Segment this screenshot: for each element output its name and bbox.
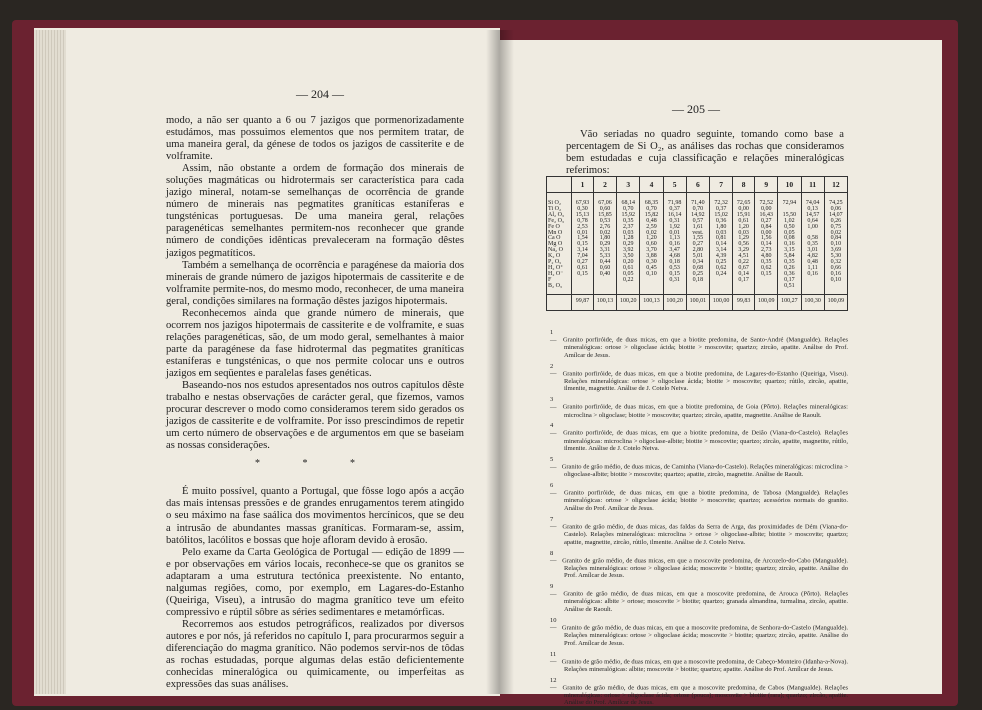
- table-cell: 0,35: [778, 260, 801, 266]
- note-number: 1 —: [550, 329, 557, 344]
- table-cell: [801, 284, 824, 294]
- table-cell: 16,14: [663, 213, 686, 219]
- table-cell: 0,68: [686, 266, 709, 272]
- table-cell: 1,02: [778, 219, 801, 225]
- left-page-number: — 204 —: [296, 87, 344, 101]
- table-cell: 1,11: [801, 266, 824, 272]
- table-cell: 0,25: [686, 272, 709, 278]
- note-number: 10 —: [550, 616, 557, 632]
- paragraph: Reconhecemos ainda que grande número de minerais, que ocorrem nos jazigos hipotermais de cassiterite e de volframite, e suas relações paragenéticas, são, de um modo geral, semelhantes à maior parte da paragénese da fase hidrotermal das pegmatites graníticas estaníferas e tungsténicas, o que nos permite colocar uns e outros jazigos em seqüentes e paralelas fases genéticas.: [166, 307, 464, 379]
- column-header: 9: [755, 177, 778, 193]
- total-cell: 100,27: [778, 294, 801, 310]
- row-label: K₂ O: [547, 254, 572, 260]
- table-cell: 0,35: [617, 219, 640, 225]
- table-cell: 0,20: [617, 260, 640, 266]
- table-cell: 3,15: [778, 248, 801, 254]
- table-cell: 0,03: [709, 231, 732, 237]
- table-cell: 0,16: [801, 272, 824, 278]
- table-cell: [733, 284, 755, 294]
- table-cell: 0,00: [755, 207, 778, 213]
- table-cell: 0,37: [709, 207, 732, 213]
- row-label: P₂ O₅: [547, 260, 572, 266]
- table-cell: 0,62: [755, 266, 778, 272]
- table-cell: 0,34: [686, 260, 709, 266]
- table-cell: 0,51: [778, 284, 801, 294]
- table-cell: 0,30: [640, 260, 663, 266]
- table-cell: 3,70: [640, 248, 663, 254]
- paragraph: Assim, não obstante a ordem de formação dos minerais de soluções magmáticas ou hidrotermais ser característica para cada jazigo mineral, notam-se semelhanças de ocorrência de grande número de minerais nas pegmatites graníticas estaníferas e tungsténicas portuguesas. De uma maneira geral, relações paragenéticas semelhantes permitem-nos reconhecer que grande número de condições idênticas prevaleceram na formação dêstes jazigos pegmatíticos.: [166, 163, 464, 259]
- table-cell: 0,57: [686, 219, 709, 225]
- total-cell: 100,20: [617, 294, 640, 310]
- table-cell: 5,30: [824, 254, 847, 260]
- table-cell: 1,80: [593, 236, 616, 242]
- table-cell: 15,91: [733, 213, 755, 219]
- table-cell: [617, 284, 640, 294]
- rock-note: [550, 422, 848, 452]
- rock-note: [550, 550, 848, 580]
- table-cell: 2,53: [572, 225, 594, 231]
- table-cell: [572, 284, 594, 294]
- table-body: [547, 193, 848, 311]
- column-header: 8: [733, 177, 755, 193]
- note-number: 4 —: [550, 422, 557, 438]
- note-number: 12 —: [550, 676, 557, 692]
- table-cell: [824, 284, 847, 294]
- table-cell: 2,59: [640, 225, 663, 231]
- table-cell: 0,10: [824, 242, 847, 248]
- row-label: Fe O: [547, 225, 572, 231]
- table-cell: 14,07: [824, 213, 847, 219]
- table-cell: 0,14: [755, 242, 778, 248]
- table-cell: 3,31: [593, 248, 616, 254]
- table-cell: 15,13: [572, 213, 594, 219]
- table-cell: 4,82: [801, 254, 824, 260]
- table-cell: 72,52: [755, 193, 778, 207]
- table-cell: 0,10: [824, 278, 847, 284]
- table-cell: 0,17: [778, 278, 801, 284]
- table-cell: 0,05: [778, 231, 801, 237]
- table-cell: 0,06: [824, 207, 847, 213]
- column-header: 6: [686, 177, 709, 193]
- note-text: Granito de grão médio, de duas micas, em que a moscovite predomina, de Cabos (Mangualde). Relações mineralógicas: ortose > oligoclase ácida; ortose (pouca); moscovite > biotite (rara); quartzo; zircão, apatite. Análise do Prof. Amílcar de Jesus.: [562, 684, 849, 707]
- table-cell: 0,67: [733, 266, 755, 272]
- table-cell: 72,94: [778, 193, 801, 207]
- table-cell: 0,26: [824, 219, 847, 225]
- table-cell: 0,61: [572, 266, 594, 272]
- table-row: [547, 284, 848, 294]
- table-cell: 5,84: [778, 254, 801, 260]
- table-cell: 1,54: [572, 236, 594, 242]
- table-cell: 4,68: [663, 254, 686, 260]
- table-cell: 0,32: [824, 260, 847, 266]
- table-cell: 1,20: [640, 236, 663, 242]
- rock-note: [550, 651, 848, 674]
- table-intro: [566, 129, 844, 177]
- table-cell: 0,48: [640, 219, 663, 225]
- column-header: 7: [709, 177, 732, 193]
- table-cell: 68,14: [617, 193, 640, 207]
- table-cell: 15,02: [709, 213, 732, 219]
- table-cell: 0,03: [733, 231, 755, 237]
- page-edges: [34, 30, 66, 694]
- paragraph: É muito possível, quanto a Portugal, que fôsse logo após a acção das mais intensas pressões e de grandes enrugamentos terem atingido o seu máximo na fase saálica dos movimentos hercínicos, que se deu a intrusão de abundantes massas graníticas. Formaram-se, assim, batólitos, lacólitos e bossas que hoje afloram devido à erosão.: [166, 486, 464, 546]
- table-cell: 0,62: [709, 266, 732, 272]
- table-cell: 15,85: [593, 213, 616, 219]
- table-cell: 3,29: [733, 248, 755, 254]
- table-cell: 0,13: [801, 207, 824, 213]
- table-cell: 15,50: [778, 213, 801, 219]
- row-label: Na₂ O: [547, 248, 572, 254]
- table-cell: 0,70: [640, 207, 663, 213]
- total-cell: 100,30: [801, 294, 824, 310]
- note-number: 9 —: [550, 583, 557, 598]
- note-number: 3 —: [550, 396, 557, 411]
- table-cell: 0,14: [733, 272, 755, 278]
- column-header: 11: [801, 177, 824, 193]
- table-cell: 15,92: [617, 213, 640, 219]
- rock-note: [550, 677, 848, 707]
- column-header: 2: [593, 177, 616, 193]
- table-cell: 0,18: [686, 278, 709, 284]
- paragraph: Também a semelhança de ocorrência e paragénese da maioria dos minerais de grande número de jazigos hipotermais de cassiterite e de volframite permite-nos, do mesmo modo, reconhecer, de uma maneira geral, condições similares na formação dêstes jazigos hipotermais.: [166, 259, 464, 307]
- table-cell: 71,98: [663, 193, 686, 207]
- table-cell: 0,36: [778, 272, 801, 278]
- table-cell: 0,75: [824, 225, 847, 231]
- table-cell: 0,24: [709, 272, 732, 278]
- table-cell: [593, 284, 616, 294]
- table-cell: 0,15: [663, 272, 686, 278]
- note-text: Granito de grão médio, de duas micas, em que a moscovite predomina, de Cabeço-Monteiro (Idanha-a-Nova). Relações mineralógicas: albite; moscovite > biotite; quartzo; apatite. Análise do Prof. Amílcar de Jesus.: [561, 658, 849, 673]
- table-cell: 0,18: [663, 260, 686, 266]
- table-cell: 0,58: [801, 236, 824, 242]
- table-cell: 0,31: [663, 219, 686, 225]
- table-cell: 0,29: [617, 242, 640, 248]
- table-cell: 1,56: [755, 236, 778, 242]
- table-cell: 0,60: [593, 207, 616, 213]
- table-cell: 4,80: [755, 254, 778, 260]
- total-cell: [547, 294, 572, 310]
- total-cell: 100,09: [755, 294, 778, 310]
- table-cell: 5,33: [593, 254, 616, 260]
- table-cell: 4,39: [709, 254, 732, 260]
- table-cell: 0,31: [663, 278, 686, 284]
- table-cell: 0,36: [709, 219, 732, 225]
- note-text: Granito de grão médio, de duas micas, em que a moscovite predomina, de Senhora-do-Castelo (Mangualde). Relações mineralógicas: ortose > oligoclase ácida; moscovite > biotite; quartzo; zircão, apatite. Análise do Prof. Amílcar de Jesus.: [561, 624, 849, 647]
- note-text: Granito porfiróide, de duas micas, em que a biotite predomina, de Lagares-do-Estanho (Queiriga, Viseu). Relações mineralógicas: ortose > oligoclase ácida; biotite > moscovite; quartzo; rútilo, zircão, apatite, ilmenite, magnetite. Análise de J. Cotelo Neiva.: [562, 370, 849, 393]
- total-cell: 100,09: [824, 294, 847, 310]
- table-cell: 0,22: [733, 260, 755, 266]
- table-cell: 0,03: [617, 231, 640, 237]
- row-label: F: [547, 278, 572, 284]
- table-cell: 0,60: [640, 242, 663, 248]
- table-cell: 74,25: [824, 193, 847, 207]
- table-cell: 0,81: [709, 236, 732, 242]
- row-label: Ca O: [547, 236, 572, 242]
- rock-note: [550, 363, 848, 393]
- table-cell: 0,70: [617, 207, 640, 213]
- rock-note: [550, 617, 848, 647]
- total-cell: 100,00: [709, 294, 732, 310]
- row-label: Fe₂ O₃: [547, 219, 572, 225]
- row-label: Si O₂: [547, 193, 572, 207]
- right-page-number: — 205 —: [672, 102, 720, 116]
- table-cell: 0,61: [617, 266, 640, 272]
- table-cell: 3,01: [801, 248, 824, 254]
- table-cell: 3,47: [663, 248, 686, 254]
- table-cell: 16,43: [755, 213, 778, 219]
- table-cell: 3,14: [572, 248, 594, 254]
- left-page-text: [166, 115, 464, 691]
- column-header: 10: [778, 177, 801, 193]
- table-cell: 0,37: [663, 207, 686, 213]
- table-cell: 0,84: [824, 236, 847, 242]
- table-cell: 0,05: [617, 272, 640, 278]
- table-cell: 0,26: [778, 266, 801, 272]
- table-cell: 0,10: [640, 272, 663, 278]
- table-cell: 0,35: [755, 260, 778, 266]
- note-text: Granito porfiróide, de duas micas, em que a biotite predomina, de Santo-André (Mangualde). Relações mineralógicas: ortose > oligoclase ácida; biotite > moscovite; quartzo; zircão, apatite. Análise do Prof. Amílcar de Jesus.: [562, 336, 848, 359]
- table-cell: 2,80: [686, 248, 709, 254]
- rock-note: [550, 583, 848, 613]
- note-text: Granito porfiróide, de duas micas, em que a biotite predomina, de Tabosa (Mangualde). Relações mineralógicas: ortose > oligoclase ácida; biotite > moscovite; quartzo; acessórios normais do granito. Análise do Prof. Amílcar de Jesus.: [564, 489, 849, 512]
- table-cell: 0,53: [663, 266, 686, 272]
- table-cell: 0,16: [824, 272, 847, 278]
- table-cell: 0,50: [778, 225, 801, 231]
- table-cell: 0,27: [686, 242, 709, 248]
- table-cell: 3,14: [709, 248, 732, 254]
- table-cell: 3,50: [617, 254, 640, 260]
- table-cell: 7,04: [572, 254, 594, 260]
- table-cell: 1,00: [801, 225, 824, 231]
- table-cell: 0,02: [640, 231, 663, 237]
- table-cell: 15,82: [640, 213, 663, 219]
- table-cell: 0,84: [755, 225, 778, 231]
- note-number: 11 —: [550, 650, 557, 666]
- table-corner-cell: [547, 177, 572, 193]
- table-cell: 0,15: [755, 272, 778, 278]
- note-text: Granito de grão médio, de duas micas, em que a moscovite predomina, de Arcozelo-do-Cabo (Mangualde). Relações mineralógicas: ortose > oligoclase ácida; moscovite > biotite; quartzo; zircão, apatite. Análise do Prof. Amílcar de Jesus.: [562, 557, 849, 580]
- table-cell: vest.: [686, 231, 709, 237]
- table-cell: 67,06: [593, 193, 616, 207]
- rock-note: [550, 329, 848, 359]
- row-label: Mg O: [547, 242, 572, 248]
- note-text: Granito porfiróide, de duas micas, em que a biotite predomina, de Goia (Pôrto). Relações mineralógicas: microclina > oligoclase; biotite > moscovite; quartzo; zircão, apatite, magnetite. Análise de Raoult.: [562, 403, 848, 419]
- note-text: Granito de grão médio, de duas micas, de Caminha (Viana-do-Castelo). Relações mineralógicas: microclina > oligoclase-albite; biotite > moscovite; quartzo; apatite, zircão, magnetite. Análise de Raoult.: [561, 463, 848, 479]
- table-cell: 1,29: [733, 236, 755, 242]
- column-header: 5: [663, 177, 686, 193]
- column-header: 4: [640, 177, 663, 193]
- table-cell: 0,25: [709, 260, 732, 266]
- table-cell: 0,22: [617, 278, 640, 284]
- note-number: 7 —: [550, 515, 557, 531]
- table-cell: 14,57: [801, 213, 824, 219]
- table-cell: 0,27: [572, 260, 594, 266]
- table-cell: 0,02: [593, 231, 616, 237]
- table-cell: 1,92: [663, 225, 686, 231]
- total-cell: 100,13: [640, 294, 663, 310]
- chemical-analysis-table: [546, 176, 848, 311]
- rock-note: [550, 516, 848, 546]
- table-cell: 2,37: [617, 225, 640, 231]
- table-cell: 71,40: [686, 193, 709, 207]
- table-cell: 0,53: [593, 219, 616, 225]
- row-label: H₂ O⁺: [547, 266, 572, 272]
- table-cell: 1,13: [663, 236, 686, 242]
- table-cell: 72,65: [733, 193, 755, 207]
- paragraph: Recorremos aos estudos petrográficos, realizados por diversos autores e por nós, já referidos no capítulo I, para procurarmos seguir a diferenciação do magma granítico. Não podemos servir-nos de tôdas as rochas estudadas, porque algumas delas estão deficientemente conhecidas mineralógica ou quimicamente, ou imperfeitas as expressões das suas análises.: [166, 618, 464, 691]
- note-text: Granito de grão médio, de duas micas, em que a moscovite predomina, de Arouca (Pôrto). Relações mineralógicas: albite > ortose; moscovite > biotite; quartzo; granada almandina, turmalina, zircão, apatite. Análise de Raoult.: [563, 590, 848, 613]
- table-cell: 0,48: [801, 260, 824, 266]
- table-cell: 1,80: [709, 225, 732, 231]
- table-cell: 0,30: [572, 207, 594, 213]
- table-cell: 68,35: [640, 193, 663, 207]
- rock-note: [550, 396, 848, 419]
- table-cell: 0,35: [801, 242, 824, 248]
- table-cell: 0,15: [572, 272, 594, 278]
- note-text: Granito de grão médio, de duas micas, das faldas da Serra de Arga, das proximidades de Dém (Viana-do-Castelo). Relações mineralógicas: microclina > ortose > oligoclase-albite; biotite > moscovite; quartzo; apatite, magnetite, zircão, rútilo, ilmenite. Análise de J. Cotelo Neiva.: [562, 523, 849, 546]
- table-cell: 3,69: [824, 248, 847, 254]
- table-cell: [755, 284, 778, 294]
- table-cell: 1,20: [733, 225, 755, 231]
- column-header: 12: [824, 177, 847, 193]
- section-separator: * * *: [255, 458, 375, 470]
- table-cell: [663, 284, 686, 294]
- table-cell: 74,04: [801, 193, 824, 207]
- row-label: Mn O: [547, 231, 572, 237]
- note-number: 8 —: [550, 549, 557, 565]
- note-number: 2 —: [550, 362, 557, 378]
- paragraph: modo, a não ser quanto a 6 ou 7 jazigos que pormenorizadamente estudámos, mas possuimos elementos que nos permitem tratar, de uma maneira geral, da génese de todos os jazigos de cassiterite e de volframite.: [166, 115, 464, 163]
- row-label: Ti O₂: [547, 207, 572, 213]
- table-cell: 0,78: [572, 219, 594, 225]
- table-cell: 2,76: [593, 225, 616, 231]
- table-cell: 0,64: [801, 219, 824, 225]
- paragraph: Pelo exame da Carta Geológica de Portugal — edição de 1899 — e por observações em vários locais, reconhece-se que os granitos se adaptaram a uma estrutura tectónica preexistente. No entanto, nalgumas regiões, como, por exemplo, em Lagares-do-Estanho (Queiriga, Viseu), a intrusão do magma granítico teve um efeito compressivo e rúptil sôbre as séries sedimentares e metamórficas.: [166, 546, 464, 618]
- table-cell: 0,01: [663, 231, 686, 237]
- note-text: Granito porfiróide, de duas micas, em que a biotite predomina, de Deião (Viana-do-Castelo). Relações mineralógicas: microclina > oligoclase-albite; biotite > moscovite; quartzo; zircão, apatite, magnetite, rútilo, ilmenite. Análise de J. Cotelo Neiva.: [563, 430, 849, 453]
- table-cell: 14,92: [686, 213, 709, 219]
- table-cell: 0,44: [593, 260, 616, 266]
- table-cell: [640, 284, 663, 294]
- table-cell: 3,88: [640, 254, 663, 260]
- table-cell: 0,40: [593, 272, 616, 278]
- table-cell: 0,56: [733, 242, 755, 248]
- table-cell: 1,55: [686, 236, 709, 242]
- table-cell: 0,61: [733, 219, 755, 225]
- row-label: H₂ O⁻: [547, 272, 572, 278]
- table-cell: 0,02: [824, 231, 847, 237]
- table-cell: 3,92: [617, 248, 640, 254]
- note-number: 5 —: [550, 456, 557, 471]
- total-cell: 99,83: [733, 294, 755, 310]
- table-cell: 2,73: [755, 248, 778, 254]
- table-cell: 0,45: [640, 266, 663, 272]
- table-cell: 1,61: [686, 225, 709, 231]
- table-cell: 4,51: [733, 254, 755, 260]
- row-label: Al₂ O₃: [547, 213, 572, 219]
- rock-note: [550, 482, 848, 512]
- table-cell: 0,27: [755, 219, 778, 225]
- paragraph: Baseando-nos nos estudos apresentados nos outros capítulos dêste trabalho e nestas observações de carácter geral, que fizemos, vamos procurar descrever o modo como consideramos terem sido gerados os jazigos de cassiterite e de volframite. Por isso prescindimos de repetir um certo número de observações e de argumentos em que se baseiam as nossas considerações.: [166, 380, 464, 452]
- row-label: B₂ O₃: [547, 284, 572, 294]
- total-cell: 100,20: [663, 294, 686, 310]
- column-header: 3: [617, 177, 640, 193]
- table-cell: 0,70: [686, 207, 709, 213]
- note-number: 6 —: [550, 482, 557, 497]
- rock-notes-list: [550, 329, 848, 710]
- table-cell: 67,93: [572, 193, 594, 207]
- total-cell: 100,01: [686, 294, 709, 310]
- table-cell: 0,01: [572, 231, 594, 237]
- table-cell: 72,32: [709, 193, 732, 207]
- table-row: [547, 193, 848, 207]
- table-cell: 0,29: [593, 242, 616, 248]
- total-cell: 99,87: [572, 294, 594, 310]
- table-cell: [709, 284, 732, 294]
- table-cell: 0,60: [593, 266, 616, 272]
- table-cell: 0,14: [709, 242, 732, 248]
- table-cell: [686, 284, 709, 294]
- table-cell: 0,00: [733, 207, 755, 213]
- rock-note: [550, 456, 848, 479]
- table-cell: 1,28: [617, 236, 640, 242]
- table-cell: 0,08: [778, 236, 801, 242]
- table-cell: 0,00: [755, 231, 778, 237]
- book-gutter: [486, 30, 514, 694]
- column-header: 1: [572, 177, 594, 193]
- table-cell: 0,15: [572, 242, 594, 248]
- table-cell: 0,66: [824, 266, 847, 272]
- table-header-row: [547, 177, 848, 193]
- total-cell: 100,13: [593, 294, 616, 310]
- table-cell: 0,16: [663, 242, 686, 248]
- table-cell: 5,01: [686, 254, 709, 260]
- table-cell: 0,16: [778, 242, 801, 248]
- paragraph: Vão seriadas no quadro seguinte, tomando como base a percentagem de Si O₂, as análises das rochas que consideramos bem estudadas e cuja classificação e relações mineralógicas referimos:: [566, 129, 844, 177]
- totals-row: [547, 294, 848, 310]
- table-cell: 0,17: [733, 278, 755, 284]
